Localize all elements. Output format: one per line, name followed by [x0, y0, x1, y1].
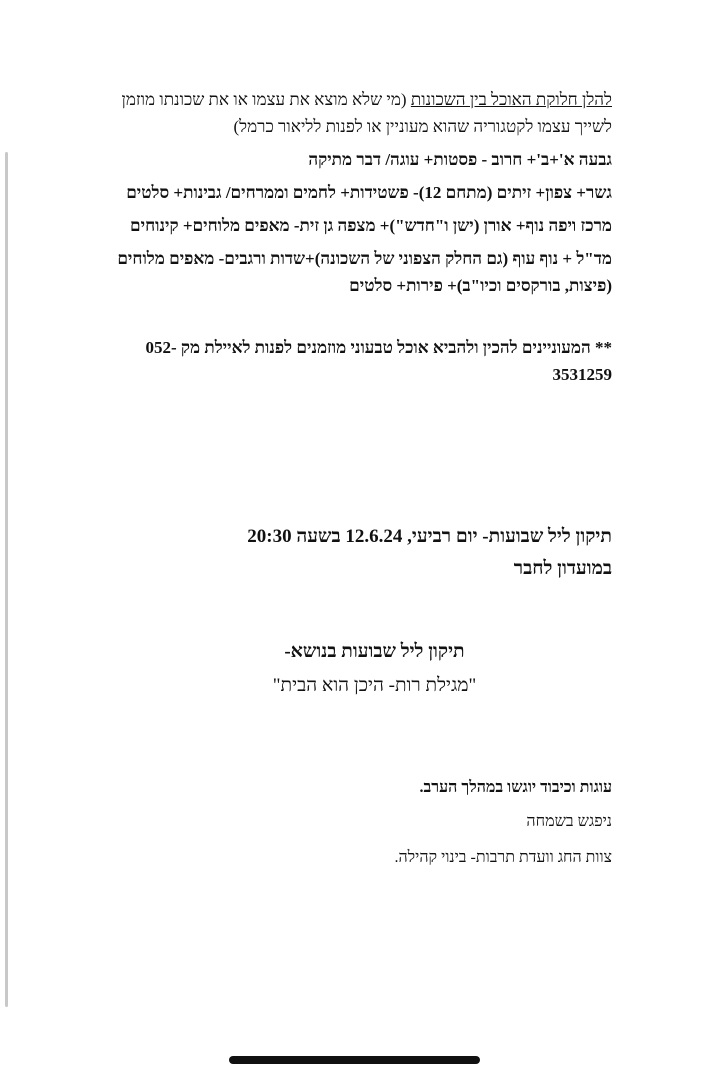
event-line-1: תיקון ליל שבועות- יום רביעי, 12.6.24 בשעה 20:30	[247, 526, 612, 547]
home-indicator[interactable]	[229, 1056, 480, 1064]
neighborhood-item: מד"ל + נוף עוף (גם החלק הצפוני של השכונה)+שדות ורגבים- מאפים מלוחים (פיצות, בורקסים וכיו"ב)+ פירות+ סלטים	[117, 249, 612, 295]
event-line-2: במועדון לחבר	[513, 558, 612, 579]
intro-underlined: להלן חלוקת האוכל בין השכונות	[410, 90, 612, 109]
topic-title: תיקון ליל שבועות בנושא-	[284, 641, 465, 662]
neighborhood-item: גשר+ צפון+ זיתים (מתחם 12)- פשטידות+ לחמים וממרחים/ גבינות+ סלטים	[126, 183, 612, 202]
closing-refreshments: עוגות וכיבוד יוגשו במהלך הערב.	[419, 779, 612, 796]
closing-signature: צוות החג וועדת תרבות- בינוי קהילה.	[394, 849, 612, 866]
topic-block	[117, 635, 632, 703]
intro-rest: (מי שלא מוצא את עצמו או את שכונתו מוזמן לשייך עצמו לקטגוריה שהוא מעוניין או לפנות לליאור כרמל)	[121, 90, 612, 136]
closing-block	[97, 773, 612, 873]
closing-see-you: ניפגש בשמחה	[526, 813, 612, 830]
scroll-indicator[interactable]	[5, 152, 8, 1007]
event-heading	[97, 521, 612, 585]
topic-subtitle: "מגילת רות- היכן הוא הבית"	[272, 675, 477, 696]
neighborhood-item: מרכז ויפה נוף+ אורן (ישן ו"חדש")+ מצפה גן זית- מאפים מלוחים+ קינוחים	[130, 216, 612, 235]
neighborhood-item: גבעה א'+ב'+ חרוב - פסטות+ עוגה/ דבר מתיקה	[308, 150, 612, 169]
document-body	[97, 86, 612, 873]
intro-paragraph	[97, 86, 612, 140]
vegan-note: ** המעוניינים להכין ולהביא אוכל טבעוני מוזמנים לפנות לאיילת מק 052-3531259	[145, 338, 612, 384]
